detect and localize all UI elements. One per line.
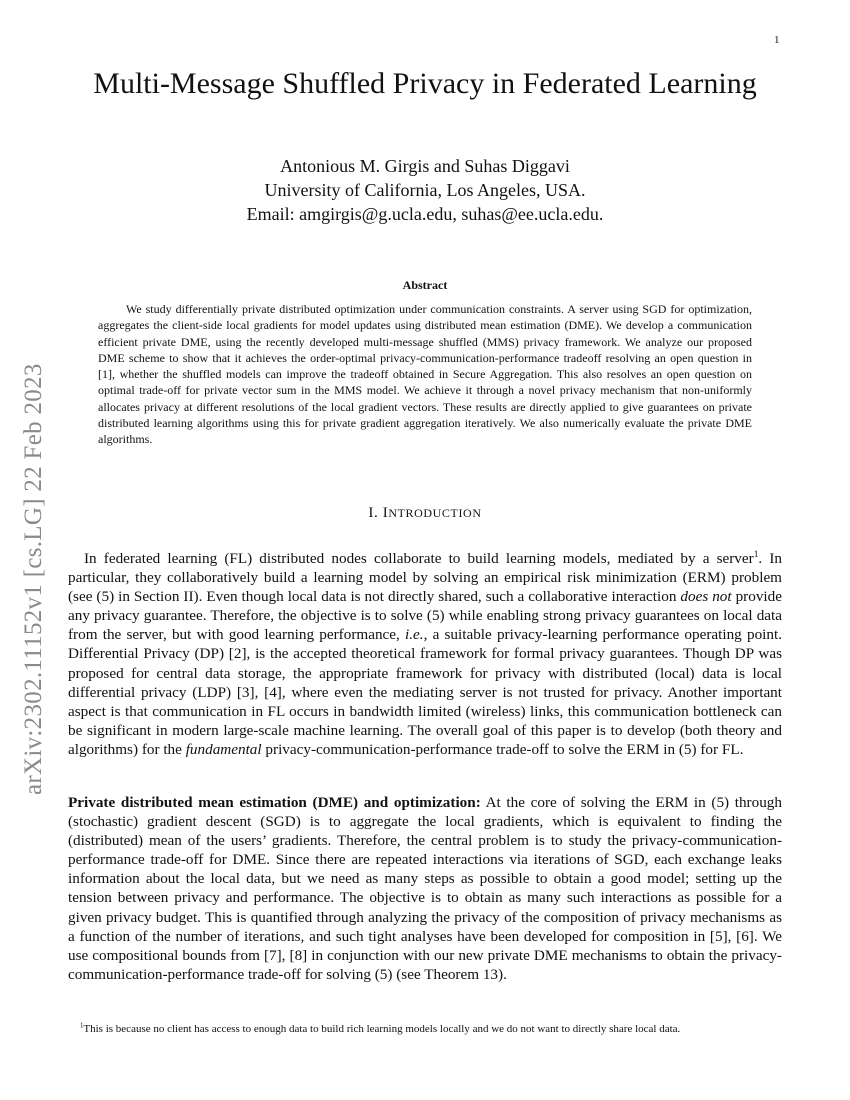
footnote-text: This is because no client has access to enough data to build rich learning models locally and we do not want to directly share local data. [83,1023,681,1035]
intro-text-part: provide any privacy guarantee. Therefore, the objective is to solve (5) while enabling strong privacy guarantees on local data from the server, but with good learning performance, [68,588,782,644]
author-names: Antonious M. Girgis and Suhas Diggavi [280,156,570,176]
emphasis-fundamental: fundamental [185,740,262,758]
intro-text-part: . In particular, they collaboratively build a learning model by solving an empirical risk minimization (ERM) problem (see (5) in Section II). Even though local data is not directly shared, such a collaborative interaction [68,550,782,606]
abstract-heading: Abstract [402,278,448,292]
dme-paragraph-heading: Private distributed mean estimation (DME) and optimization: [68,794,481,811]
dme-paragraph-text: At the core of solving the ERM in (5) through (stochastic) gradient descent (SGD) is to aggregate the local gradients, which is equivalent to finding the (distributed) mean of the users’ gradients. Therefore, the central problem is to study the privacy-communication-performance trade-off for DME. Since there are repeated interactions via iterations of SGD, each exchange leaks information about the local data, but we need as many steps as possible to obtain a good model; setting up the tension between privacy and performance. The objective is to obtain as many such interactions as possible for a given privacy budget. This is quantified through analyzing the privacy of the composition of privacy mechanisms as a function of the number of iterations, and such tight analyses have been developed for composition in [5], [6]. We use compositional bounds from [7], [8] in conjunction with our new private DME mechanisms to obtain the privacy-communication-performance trade-off for solving (5) (see Theorem 13). [68,794,782,983]
author-affiliation: University of California, Los Angeles, USA. [264,180,586,200]
dme-paragraph [68,793,782,984]
intro-text-part: privacy-communication-performance trade-off to solve the ERM in (5) for FL. [261,740,744,758]
section-heading-introduction [90,505,760,522]
emphasis-does-not: does not [680,588,732,606]
intro-text-part: a suitable privacy-learning performance operating point. Differential Privacy (DP) [2], is the accepted theoretical framework for formal privacy guarantees. Though DP was proposed for central data storage, the appropriate framework for privacy with distributed (local) data is local differential privacy (LDP) [3], [4], where even the mediating server is not trusted for privacy. Another important aspect is that communication in FL occurs in bandwidth limited (wireless) links, this communication bottleneck can be significant in modern large-scale machine learning. The overall goal of this paper is to develop (both theory and algorithms) for the [68,626,782,758]
footnote [68,1022,782,1036]
section-title-rest: NTRODUCTION [388,506,482,520]
page-number: 1 [774,34,780,46]
footnote-reference: 1 [753,549,759,560]
arxiv-identifier-stamp: arXiv:2302.11152v1 [cs.LG] 22 Feb 2023 [20,363,47,795]
intro-paragraph [68,549,782,759]
section-number: I. [368,505,379,521]
paper-title: Multi-Message Shuffled Privacy in Federated Learning [93,67,757,100]
emphasis-ie: i.e., [405,626,428,644]
footnote-mark: 1 [80,1022,84,1030]
abstract-text: We study differentially private distributed optimization under communication constraints. A server using SGD for optimization, aggregates the client-side local gradients for model updates using distributed mean estimation (DME). We develop a communication efficient private DME, using the recently developed multi-message shuffled (MMS) privacy framework. We analyze our proposed DME scheme to show that it achieves the order-optimal privacy-communication-performance tradeoff resolving an open question in [1], whether the shuffled models can improve the tradeoff obtained in Secure Aggregation. This also resolves an open question on optimal trade-off for private vector sum in the MMS model. We achieve it through a novel privacy mechanism that non-uniformly allocates privacy at different resolutions of the local gradient vectors. These results are directly applied to give guarantees on private distributed learning algorithms using this for private gradient aggregation iteratively. We also numerically evaluate the private DME algorithms. [98,302,752,446]
author-email: Email: amgirgis@g.ucla.edu, suhas@ee.ucla.edu. [246,204,604,224]
author-block [90,154,760,226]
section-title-initial: I [382,505,389,521]
intro-text-part: In federated learning (FL) distributed nodes collaborate to build learning models, mediated by a server [84,550,754,567]
